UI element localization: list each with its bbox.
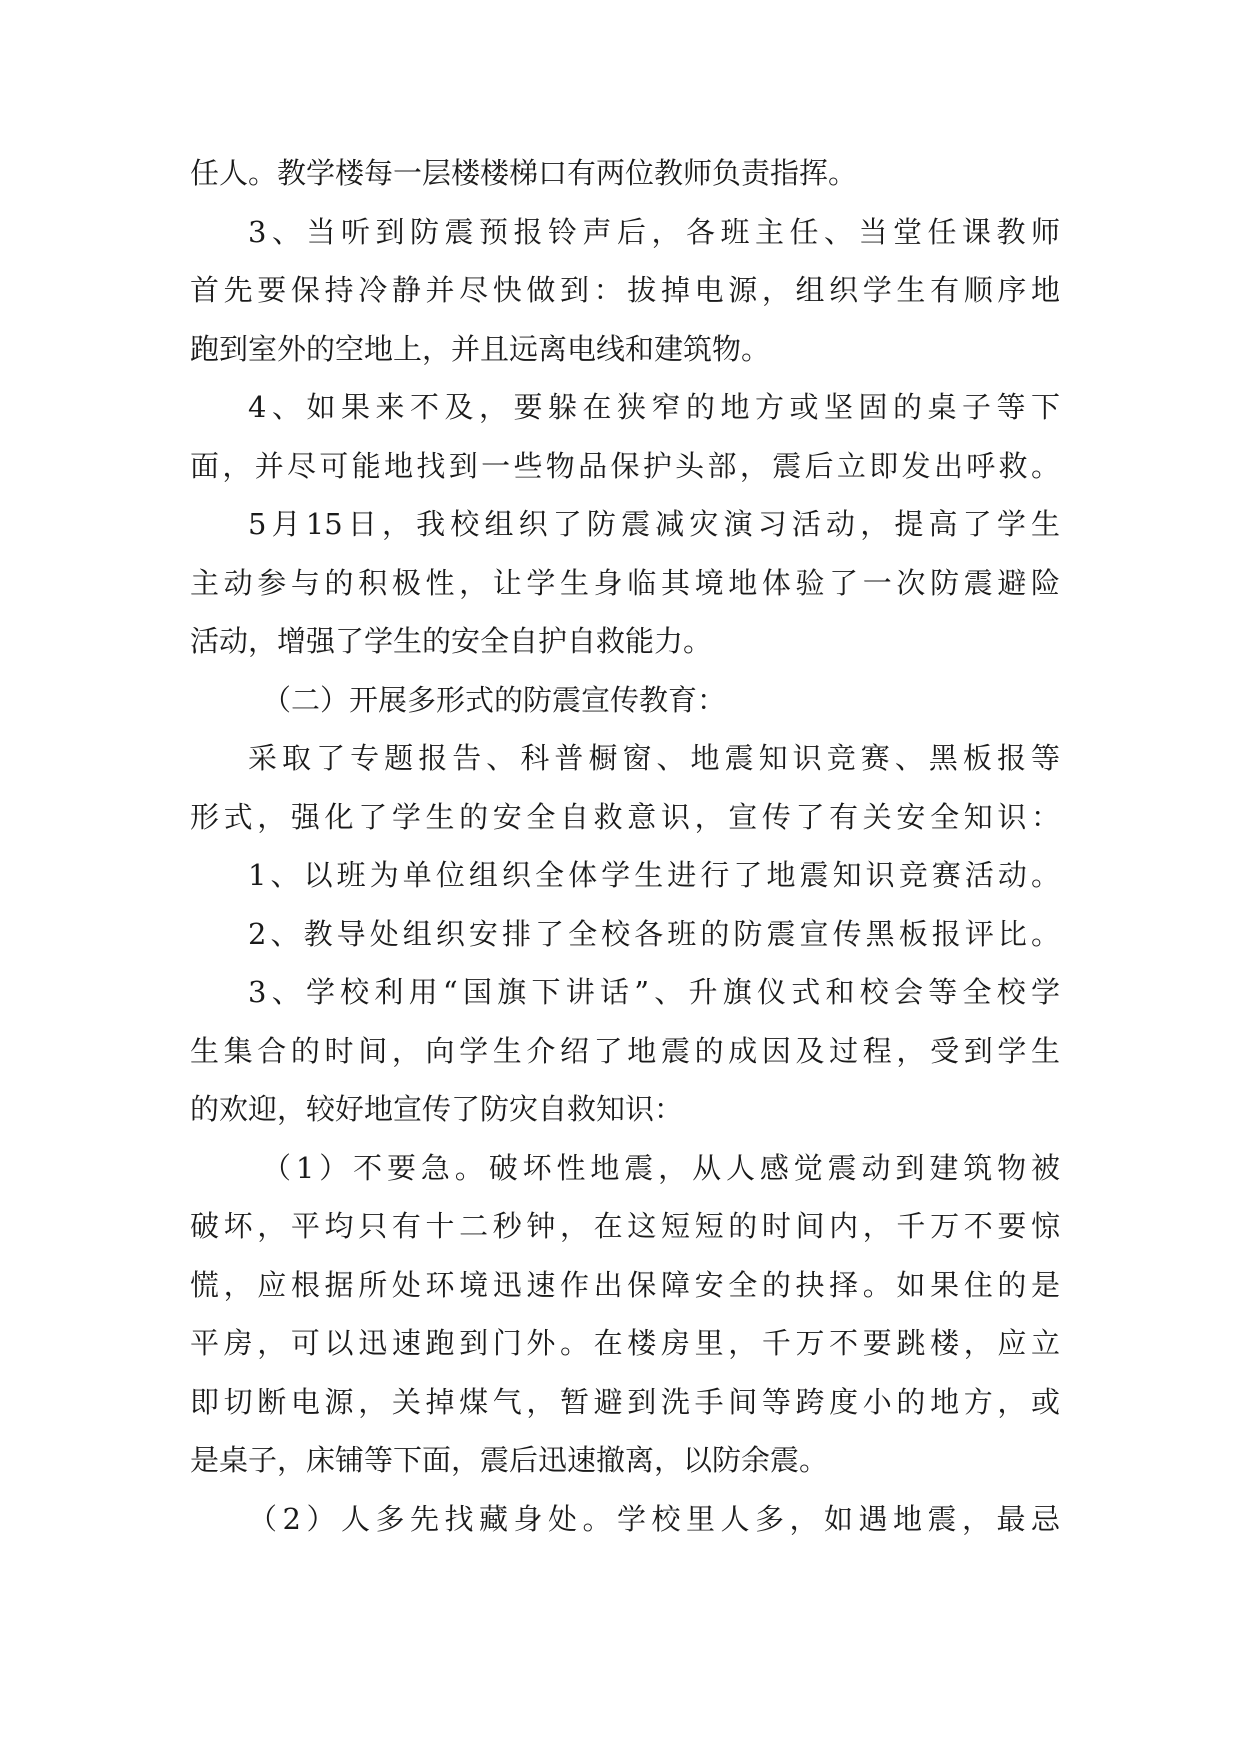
text-line: 3、当听到防震预报铃声后，各班主任、当堂任课教师 <box>248 214 1060 249</box>
text-line: 面，并尽可能地找到一些物品保护头部，震后立即发出呼救。 <box>190 448 1060 483</box>
text-line: 破坏，平均只有十二秒钟，在这短短的时间内，千万不要惊 <box>190 1209 1060 1243</box>
text-line: 2、教导处组织安排了全校各班的防震宣传黑板报评比。 <box>248 916 1060 951</box>
text-line: 生集合的时间，向学生介绍了地震的成因及过程，受到学生 <box>190 1033 1060 1068</box>
document-page <box>190 144 1060 1548</box>
text-line: 慌，应根据所处环境迅速作出保障安全的抉择。如果住的是 <box>190 1267 1060 1302</box>
text-line: （1）不要急。破坏性地震，从人感觉震动到建筑物被 <box>262 1150 1060 1185</box>
text-line: 即切断电源，关掉煤气，暂避到洗手间等跨度小的地方，或 <box>190 1384 1060 1419</box>
text-line: 5月15日，我校组织了防震减灾演习活动，提高了学生 <box>248 507 1060 541</box>
text-line: 平房，可以迅速跑到门外。在楼房里，千万不要跳楼，应立 <box>190 1326 1060 1360</box>
text-line: 1、以班为单位组织全体学生进行了地震知识竞赛活动。 <box>248 858 1060 892</box>
text-line: （2）人多先找藏身处。学校里人多，如遇地震，最忌 <box>248 1501 1060 1536</box>
text-line: 采取了专题报告、科普橱窗、地震知识竞赛、黑板报等 <box>248 741 1060 775</box>
text-line: 活动，增强了学生的安全自护自救能力。 <box>190 624 713 658</box>
text-line: 任人。教学楼每一层楼楼梯口有两位教师负责指挥。 <box>190 156 858 190</box>
text-line: 首先要保持冷静并尽快做到：拔掉电源，组织学生有顺序地 <box>190 273 1060 307</box>
text-line: （二）开展多形式的防震宣传教育： <box>262 682 727 717</box>
text-line: 形式，强化了学生的安全自救意识，宣传了有关安全知识： <box>190 799 1060 834</box>
text-line: 主动参与的积极性，让学生身临其境地体验了一次防震避险 <box>190 565 1060 600</box>
text-line: 3、学校利用“国旗下讲话”、升旗仪式和校会等全校学 <box>248 975 1060 1009</box>
text-line: 的欢迎，较好地宣传了防灾自救知识： <box>190 1092 684 1126</box>
text-line: 4、如果来不及，要躲在狭窄的地方或坚固的桌子等下 <box>248 390 1060 424</box>
text-line: 跑到室外的空地上，并且远离电线和建筑物。 <box>190 331 771 366</box>
text-line: 是桌子，床铺等下面，震后迅速撤离，以防余震。 <box>190 1443 829 1477</box>
